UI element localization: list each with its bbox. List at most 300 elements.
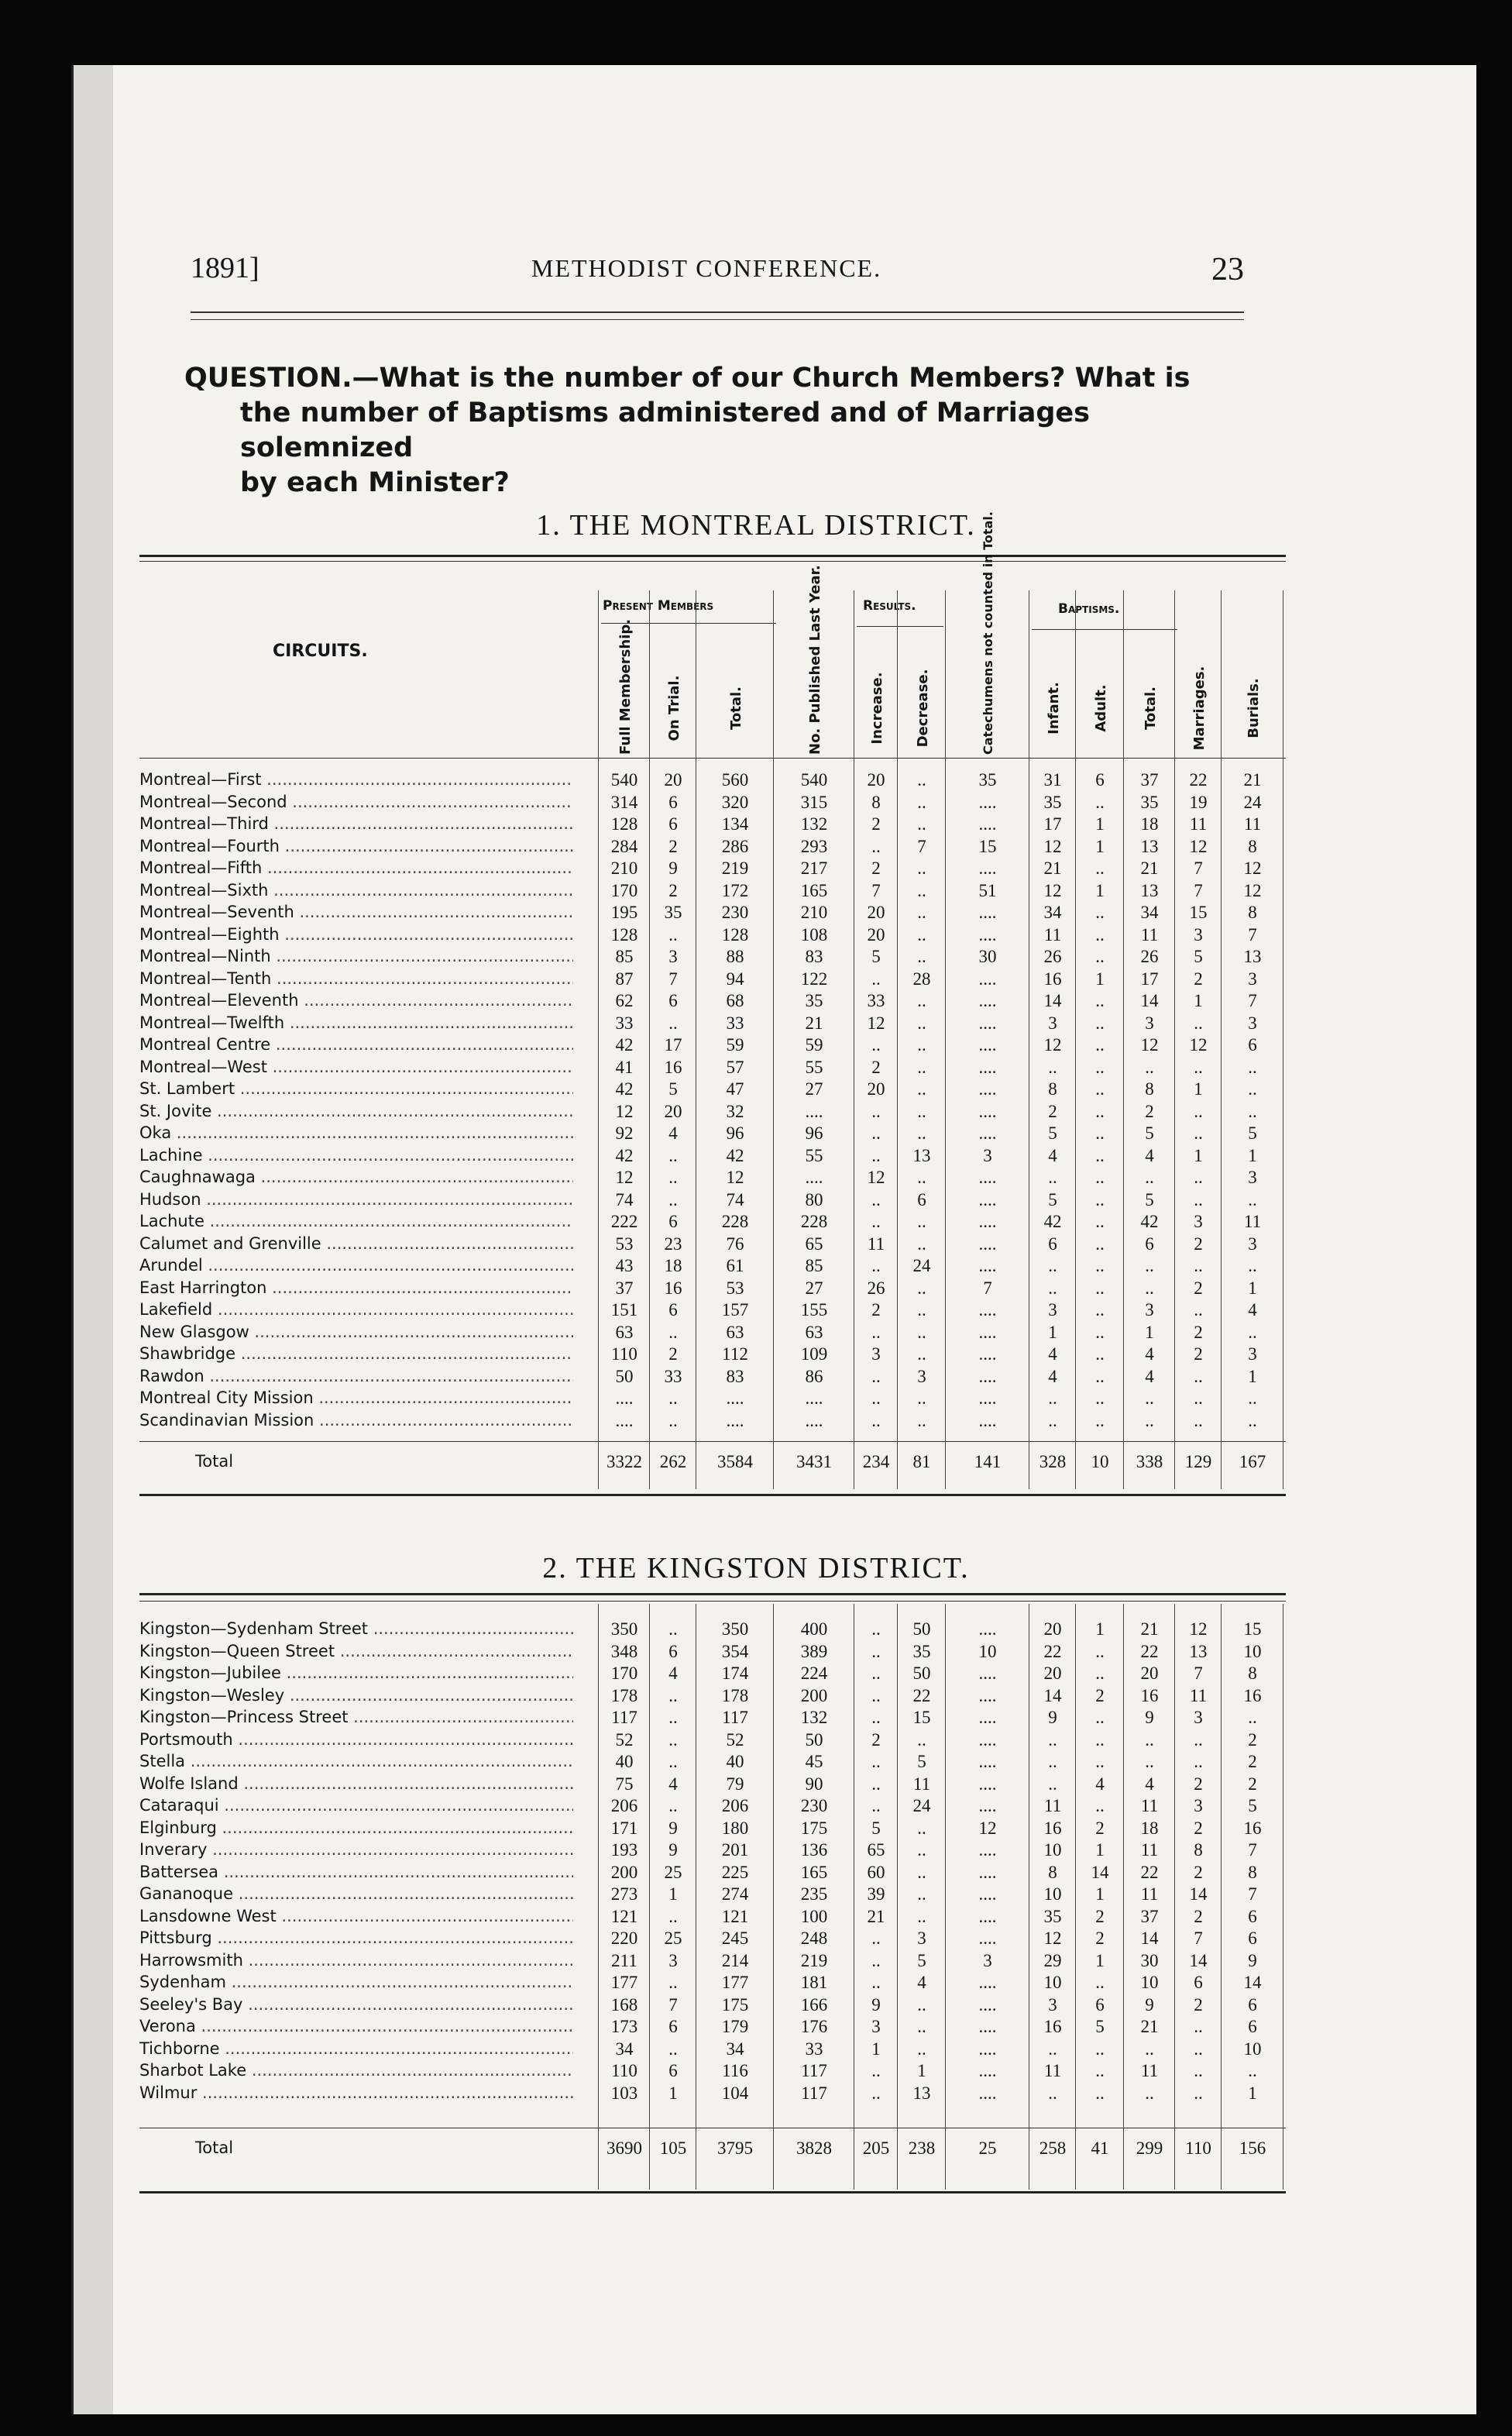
cell-bap-total: .. [1145, 2083, 1154, 2103]
cell-bap-total: .. [1145, 1410, 1154, 1430]
cell-full-membership: 220 [610, 1928, 638, 1948]
column-divider [897, 590, 898, 1489]
cell-marriages: 3 [1194, 1796, 1203, 1815]
cell-published: 90 [805, 1774, 823, 1794]
cell-burials: 2 [1248, 1729, 1257, 1750]
cell-full-membership: 170 [610, 880, 638, 900]
table-row [139, 1752, 1286, 1774]
cell-published: 230 [800, 1796, 828, 1815]
cell-adult: .. [1095, 1101, 1105, 1121]
column-divider [945, 1604, 946, 2190]
table-row [139, 1619, 1286, 1641]
cell-adult: 2 [1095, 1906, 1105, 1926]
cell-adult: 2 [1095, 1928, 1105, 1948]
cell-full-membership: 222 [610, 1212, 638, 1231]
cell-adult: 1 [1095, 814, 1105, 834]
table-row [139, 793, 1286, 814]
cell-marriages: 7 [1194, 1664, 1203, 1683]
cell-marriages: .. [1194, 1729, 1203, 1750]
cell-published: 228 [800, 1212, 828, 1231]
cell-catechumens: .... [978, 903, 997, 922]
cell-total: 40 [726, 1752, 744, 1771]
column-divider [773, 1604, 774, 2190]
cell-burials: 21 [1243, 770, 1262, 790]
table-row [139, 1168, 1286, 1189]
cell-catechumens: .... [978, 969, 997, 989]
cell-marriages: .. [1194, 1168, 1203, 1187]
cell-total: 206 [721, 1796, 749, 1815]
cell-bap-total: 6 [1145, 1233, 1154, 1254]
cell-decrease: .. [917, 1079, 926, 1099]
table-row [139, 1884, 1286, 1906]
cell-full-membership: 178 [610, 1685, 638, 1705]
cell-infant: 35 [1043, 792, 1062, 812]
circuit-name: Lachine ..... [139, 1146, 573, 1165]
cell-bap-total: 11 [1140, 1796, 1159, 1815]
cell-marriages: .. [1194, 1013, 1203, 1033]
total-bap-total: 338 [1136, 1452, 1163, 1471]
table-bottom-rule [139, 1494, 1286, 1496]
cell-marriages: 2 [1194, 1233, 1203, 1254]
cell-infant: 21 [1043, 858, 1062, 878]
header-bottom-rule [139, 758, 1286, 759]
results-header: Results. [863, 598, 916, 614]
cell-total: 61 [726, 1256, 744, 1275]
cell-burials: 8 [1248, 1664, 1257, 1683]
cell-published: 86 [805, 1366, 823, 1386]
cell-burials: 1 [1248, 1145, 1257, 1165]
cell-burials: 6 [1248, 1035, 1257, 1055]
cell-decrease: 28 [912, 969, 931, 989]
total-label: Total [195, 1452, 234, 1471]
cell-bap-total: 14 [1140, 1928, 1159, 1948]
cell-burials: 6 [1248, 1906, 1257, 1926]
cell-full-membership: 200 [610, 1862, 638, 1882]
page-edge [71, 65, 115, 2414]
cell-catechumens: .... [978, 1752, 997, 1771]
cell-marriages: 2 [1194, 969, 1203, 989]
cell-decrease: .. [917, 1818, 926, 1838]
table-row [139, 770, 1286, 792]
cell-bap-total: 42 [1140, 1212, 1159, 1231]
header-year: 1891] [191, 252, 259, 284]
cell-full-membership: 12 [615, 1101, 634, 1121]
cell-published: 80 [805, 1189, 823, 1209]
table-row [139, 1079, 1286, 1101]
cell-full-membership: 193 [610, 1840, 638, 1860]
table-row [139, 1234, 1286, 1256]
cell-full-membership: 34 [615, 2039, 634, 2059]
table-row [139, 1730, 1286, 1752]
cell-burials: .. [1248, 1388, 1257, 1408]
cell-decrease: .. [917, 1388, 926, 1408]
cell-increase: .. [871, 1322, 881, 1342]
cell-increase: .. [871, 1774, 881, 1794]
cell-burials: 5 [1248, 1796, 1257, 1815]
cell-bap-total: 3 [1145, 1013, 1154, 1033]
cell-on-trial: 9 [668, 1818, 678, 1838]
cell-increase: .. [871, 1388, 881, 1408]
cell-increase: 7 [871, 880, 881, 900]
cell-infant: 8 [1048, 1862, 1057, 1882]
circuit-name: St. Jovite ..... [139, 1102, 573, 1120]
cell-marriages: 2 [1194, 1994, 1203, 2015]
cell-marriages: 2 [1194, 1774, 1203, 1794]
column-divider [1221, 1604, 1222, 2190]
cell-published: 33 [805, 2039, 823, 2059]
cell-on-trial: 33 [664, 1366, 682, 1386]
header-rule [191, 311, 1244, 313]
cell-on-trial: 18 [664, 1256, 682, 1275]
cell-on-trial: 7 [668, 969, 678, 989]
cell-full-membership: 37 [615, 1278, 634, 1298]
cell-marriages: 8 [1194, 1840, 1203, 1860]
cell-adult: .. [1095, 1752, 1105, 1771]
cell-bap-total: 17 [1140, 969, 1159, 989]
cell-infant: 35 [1043, 1906, 1062, 1926]
cell-increase: 33 [867, 991, 885, 1010]
cell-full-membership: 171 [610, 1818, 638, 1838]
total-published: 3431 [796, 1452, 832, 1471]
cell-burials: 1 [1248, 2083, 1257, 2103]
cell-full-membership: 42 [615, 1079, 634, 1099]
cell-increase: .. [871, 1410, 881, 1430]
cell-adult: .. [1095, 2061, 1105, 2080]
cell-burials: 10 [1243, 1641, 1262, 1661]
table-row [139, 2017, 1286, 2039]
table-top-rule [139, 555, 1286, 557]
cell-bap-total: 22 [1140, 1862, 1159, 1882]
table-row [139, 881, 1286, 903]
cell-total: 88 [726, 947, 744, 966]
cell-decrease: 50 [912, 1619, 931, 1639]
cell-adult: .. [1095, 1123, 1105, 1143]
cell-infant: 3 [1048, 1994, 1057, 2015]
cell-catechumens: 30 [978, 947, 997, 966]
cell-on-trial: 6 [668, 1212, 678, 1231]
cell-infant: 9 [1048, 1708, 1057, 1727]
montreal-district-title: 1. THE MONTREAL DISTRICT. [536, 509, 976, 542]
cell-adult: 6 [1095, 1994, 1105, 2015]
table-row [139, 1863, 1286, 1884]
cell-infant: 4 [1048, 1145, 1057, 1165]
cell-adult: .. [1095, 1344, 1105, 1364]
cell-bap-total: 4 [1145, 1344, 1154, 1364]
cell-increase: .. [871, 1101, 881, 1121]
cell-catechumens: .... [978, 1664, 997, 1683]
cell-total: 178 [721, 1685, 749, 1705]
circuit-name: Montreal—Twelfth ..... [139, 1013, 573, 1032]
cell-increase: .. [871, 1256, 881, 1275]
table-row [139, 1146, 1286, 1168]
cell-catechumens: .... [978, 1212, 997, 1231]
cell-adult: .. [1095, 1057, 1105, 1077]
cell-infant: 1 [1048, 1322, 1057, 1342]
cell-total: 76 [726, 1233, 744, 1254]
cell-increase: .. [871, 969, 881, 989]
cell-infant: 11 [1043, 2061, 1062, 2080]
cell-infant: 10 [1043, 1840, 1062, 1860]
cell-infant: 12 [1043, 880, 1062, 900]
cell-bap-total: 4 [1145, 1774, 1154, 1794]
cell-marriages: .. [1194, 1123, 1203, 1143]
cell-adult: .. [1095, 991, 1105, 1010]
cell-on-trial: 35 [664, 903, 682, 922]
circuit-name: Montreal—Fourth ..... [139, 837, 573, 855]
total-marriages: 129 [1184, 1452, 1212, 1471]
circuit-name: Scandinavian Mission ..... [139, 1411, 573, 1430]
cell-infant: 12 [1043, 1928, 1062, 1948]
cell-bap-total: 2 [1145, 1101, 1154, 1121]
cell-marriages: 22 [1189, 770, 1208, 790]
cell-adult: .. [1095, 1641, 1105, 1661]
cell-full-membership: 177 [610, 1973, 638, 1992]
cell-full-membership: 348 [610, 1641, 638, 1661]
cell-marriages: .. [1194, 1300, 1203, 1320]
cell-increase: 3 [871, 1344, 881, 1364]
cell-catechumens: .... [978, 814, 997, 834]
cell-decrease: 3 [917, 1928, 926, 1948]
cell-decrease: .. [917, 1300, 926, 1320]
cell-on-trial: 23 [664, 1233, 682, 1254]
cell-decrease: .. [917, 1344, 926, 1364]
cell-full-membership: 173 [610, 2017, 638, 2036]
cell-bap-total: 11 [1140, 924, 1159, 944]
cell-adult: 6 [1095, 770, 1105, 790]
column-header-full-membership: Full Membership. [617, 618, 634, 755]
cell-increase: 3 [871, 2017, 881, 2036]
cell-catechumens: 3 [983, 1950, 992, 1970]
cell-catechumens: .... [978, 1189, 997, 1209]
cell-full-membership: 50 [615, 1366, 634, 1386]
cell-total: 179 [721, 2017, 749, 2036]
cell-total: 172 [721, 880, 749, 900]
cell-on-trial: 25 [664, 1928, 682, 1948]
circuit-name: Montreal—Third ..... [139, 814, 573, 833]
cell-published: 21 [805, 1013, 823, 1033]
cell-burials: 15 [1243, 1619, 1262, 1639]
cell-on-trial: 4 [668, 1664, 678, 1683]
cell-published: 176 [800, 2017, 828, 2036]
cell-bap-total: .. [1145, 1057, 1154, 1077]
column-header-on-trial: On Trial. [666, 675, 682, 741]
cell-decrease: 13 [912, 1145, 931, 1165]
cell-marriages: 13 [1189, 1641, 1208, 1661]
cell-bap-total: 10 [1140, 1973, 1159, 1992]
question-line-1: QUESTION.—What is the number of our Church Members? What is [184, 363, 1191, 394]
column-divider [945, 590, 946, 1489]
cell-on-trial: .. [668, 1906, 678, 1926]
cell-total: 274 [721, 1884, 749, 1904]
circuit-name: Montreal Centre ..... [139, 1035, 573, 1054]
total-adult: 10 [1091, 1452, 1109, 1471]
cell-increase: .. [871, 1035, 881, 1055]
total-marriages: 110 [1185, 2138, 1211, 2158]
cell-increase: .. [871, 1973, 881, 1992]
cell-total: .... [726, 1388, 744, 1408]
cell-full-membership: 350 [610, 1619, 638, 1639]
cell-infant: 2 [1048, 1101, 1057, 1121]
cell-on-trial: 16 [664, 1057, 682, 1077]
cell-catechumens: 15 [978, 836, 997, 856]
cell-decrease: 5 [917, 1752, 926, 1771]
cell-decrease: .. [917, 1013, 926, 1033]
cell-published: 136 [800, 1840, 828, 1860]
total-decrease: 81 [912, 1452, 931, 1471]
cell-published: 45 [805, 1752, 823, 1771]
cell-bap-total: 26 [1140, 947, 1159, 966]
circuits-header: CIRCUITS. [273, 642, 368, 661]
cell-increase: 65 [867, 1840, 885, 1860]
cell-published: 210 [800, 903, 828, 922]
cell-full-membership: 170 [610, 1664, 638, 1683]
cell-increase: 39 [867, 1884, 885, 1904]
cell-total: 180 [721, 1818, 749, 1838]
cell-burials: 1 [1248, 1278, 1257, 1298]
cell-marriages: 15 [1189, 903, 1208, 922]
cell-increase: 5 [871, 947, 881, 966]
cell-burials: .. [1248, 1057, 1257, 1077]
cell-infant: 16 [1043, 969, 1062, 989]
cell-published: 181 [800, 1973, 828, 1992]
cell-increase: 2 [871, 1300, 881, 1320]
cell-bap-total: 35 [1140, 792, 1159, 812]
cell-marriages: 14 [1189, 1950, 1208, 1970]
page-number: 23 [1211, 252, 1244, 287]
table-row [139, 1035, 1286, 1057]
circuit-name: Kingston—Princess Street ..... [139, 1708, 573, 1726]
cell-infant: .. [1048, 1752, 1057, 1771]
cell-total: 83 [726, 1366, 744, 1386]
table-row [139, 1190, 1286, 1212]
cell-total: 245 [721, 1928, 749, 1948]
cell-burials: 7 [1248, 924, 1257, 944]
cell-decrease: .. [917, 1101, 926, 1121]
cell-decrease: .. [917, 880, 926, 900]
cell-infant: 3 [1048, 1300, 1057, 1320]
cell-full-membership: 110 [611, 2061, 637, 2080]
cell-infant: 34 [1043, 903, 1062, 922]
circuit-name: Montreal—Tenth ..... [139, 969, 573, 988]
cell-adult: .. [1095, 792, 1105, 812]
cell-bap-total: 11 [1140, 1884, 1159, 1904]
cell-burials: 4 [1248, 1300, 1257, 1320]
total-infant: 328 [1039, 1452, 1067, 1471]
cell-marriages: .. [1194, 1057, 1203, 1077]
cell-total: 52 [726, 1729, 744, 1750]
cell-on-trial: 2 [668, 1344, 678, 1364]
cell-marriages: 1 [1194, 1079, 1203, 1099]
table-row [139, 1708, 1286, 1729]
cell-full-membership: 128 [610, 814, 638, 834]
cell-full-membership: 87 [615, 969, 634, 989]
circuit-name: Rawdon ..... [139, 1367, 573, 1385]
cell-burials: 14 [1243, 1973, 1262, 1992]
cell-adult: .. [1095, 2083, 1105, 2103]
table-row [139, 1344, 1286, 1366]
cell-infant: 4 [1048, 1344, 1057, 1364]
circuit-name: Oka ..... [139, 1123, 573, 1142]
cell-full-membership: 75 [615, 1774, 634, 1794]
cell-adult: 1 [1095, 1840, 1105, 1860]
cell-published: 217 [800, 858, 828, 878]
cell-marriages: .. [1194, 2083, 1203, 2103]
column-divider [1075, 1604, 1076, 2190]
cell-on-trial: 1 [668, 2083, 678, 2103]
cell-decrease: 6 [917, 1189, 926, 1209]
cell-published: 200 [800, 1685, 828, 1705]
cell-catechumens: .... [978, 1928, 997, 1948]
cell-infant: 14 [1043, 1685, 1062, 1705]
cell-infant: .. [1048, 1774, 1057, 1794]
cell-published: 85 [805, 1256, 823, 1275]
circuit-name: Kingston—Wesley ..... [139, 1686, 573, 1705]
cell-catechumens: 3 [983, 1145, 992, 1165]
table-row [139, 837, 1286, 858]
cell-burials: 7 [1248, 991, 1257, 1010]
cell-total: 228 [721, 1212, 749, 1231]
cell-published: 132 [800, 814, 828, 834]
cell-total: 350 [721, 1619, 749, 1639]
cell-bap-total: 13 [1140, 836, 1159, 856]
cell-full-membership: .... [615, 1410, 634, 1430]
table-row [139, 1951, 1286, 1973]
cell-decrease: .. [917, 1322, 926, 1342]
cell-adult: 2 [1095, 1818, 1105, 1838]
cell-burials: .. [1248, 2061, 1257, 2080]
cell-increase: 2 [871, 814, 881, 834]
cell-infant: 4 [1048, 1366, 1057, 1386]
cell-decrease: .. [917, 947, 926, 966]
circuit-name: Montreal—Seventh ..... [139, 903, 573, 921]
cell-published: 63 [805, 1322, 823, 1342]
cell-infant: 42 [1043, 1212, 1062, 1231]
cell-published: 55 [805, 1057, 823, 1077]
cell-decrease: .. [917, 814, 926, 834]
cell-adult: .. [1095, 1410, 1105, 1430]
cell-catechumens: .... [978, 1410, 997, 1430]
table-row [139, 1102, 1286, 1123]
table-row [139, 2083, 1286, 2105]
cell-total: 112 [722, 1344, 748, 1364]
cell-total: 74 [726, 1189, 744, 1209]
cell-increase: .. [871, 1619, 881, 1639]
cell-burials: 13 [1243, 947, 1262, 966]
question-line-2: the number of Baptisms administered and of Marriages solemnized [240, 397, 1090, 463]
cell-marriages: .. [1194, 1410, 1203, 1430]
column-header-total: Total. [728, 686, 744, 731]
circuit-name: Sydenham ..... [139, 1973, 573, 1991]
total-top-rule [139, 1441, 1286, 1442]
cell-marriages: 14 [1189, 1884, 1208, 1904]
total-published: 3828 [796, 2138, 832, 2158]
cell-on-trial: 1 [668, 1884, 678, 1904]
circuit-name: Kingston—Sydenham Street ..... [139, 1619, 573, 1638]
cell-bap-total: 21 [1140, 858, 1159, 878]
cell-total: 53 [726, 1278, 744, 1298]
cell-adult: 2 [1095, 1685, 1105, 1705]
cell-infant: .. [1048, 1168, 1057, 1187]
cell-marriages: .. [1194, 1189, 1203, 1209]
cell-increase: .. [871, 2061, 881, 2080]
cell-burials: 10 [1243, 2039, 1262, 2059]
circuit-name: Lakefield ..... [139, 1300, 573, 1319]
cell-bap-total: 9 [1145, 1994, 1154, 2015]
cell-burials: .. [1248, 1256, 1257, 1275]
cell-decrease: 11 [912, 1774, 931, 1794]
cell-marriages: 12 [1189, 1619, 1208, 1639]
circuit-name: Caughnawaga ..... [139, 1168, 573, 1186]
